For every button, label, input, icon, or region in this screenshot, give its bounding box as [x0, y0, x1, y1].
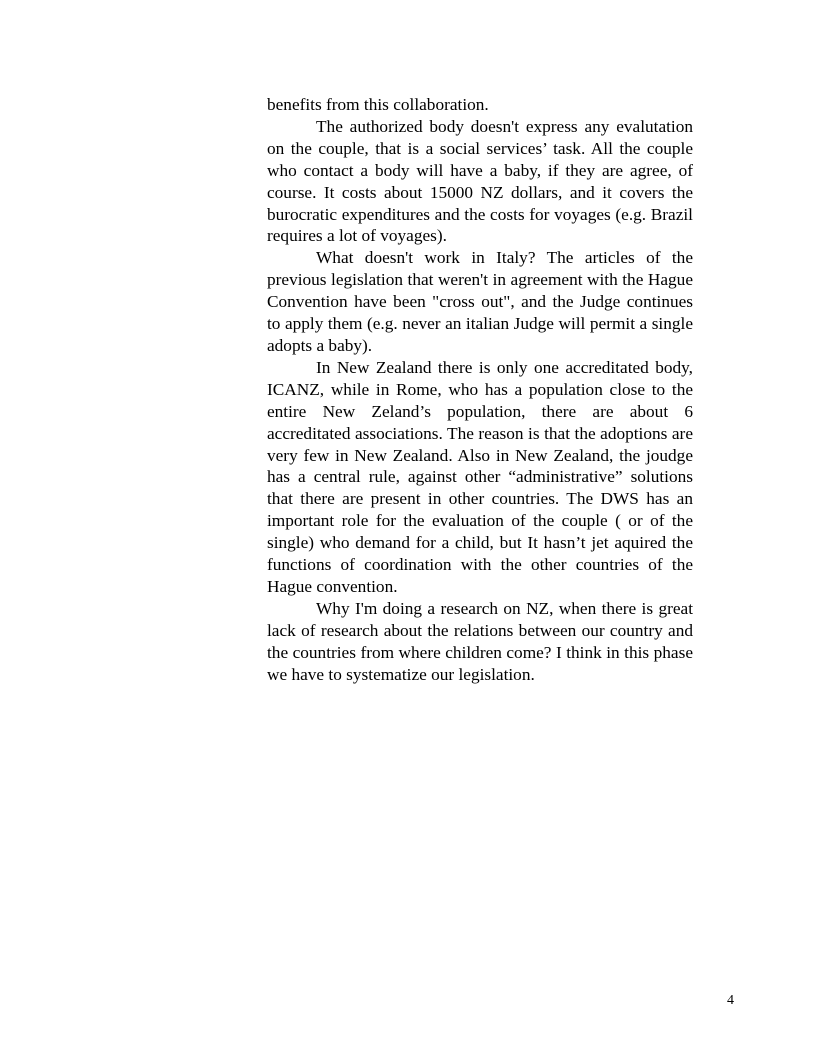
paragraph-2: The authorized body doesn't express any evalutation on the couple, that is a social services’ task. All the couple who contact a body will have a baby, if they are agree, of course. It costs about 15000 NZ dollars, and it covers the burocratic expenditures and the costs for voyages (e.g. Brazil requires a lot of voyages). [267, 116, 693, 246]
paragraph-1: benefits from this collaboration. [267, 95, 489, 114]
paragraph-4: In New Zealand there is only one accreditated body, ICANZ, while in Rome, who has a population close to the entire New Zeland’s population, there are about 6 accreditated associations. The reason is that the adoptions are very few in New Zealand. Also in New Zealand, the joudge has a central rule, against other “administrative” solutions that there are present in other countries. The DWS has an important role for the evaluation of the couple ( or of the single) who demand for a child, but It hasn’t jet aquired the functions of coordination with the other countries of the Hague convention. [267, 357, 693, 596]
document-body [267, 94, 693, 685]
page-number: 4 [727, 993, 734, 1008]
paragraph-5: Why I'm doing a research on NZ, when there is great lack of research about the relations between our country and the countries from where children come? I think in this phase we have to systematize our legislation. [267, 598, 693, 684]
paragraph-3: What doesn't work in Italy? The articles of the previous legislation that weren't in agreement with the Hague Convention have been "cross out", and the Judge continues to apply them (e.g. never an italian Judge will permit a single adopts a baby). [267, 248, 693, 355]
